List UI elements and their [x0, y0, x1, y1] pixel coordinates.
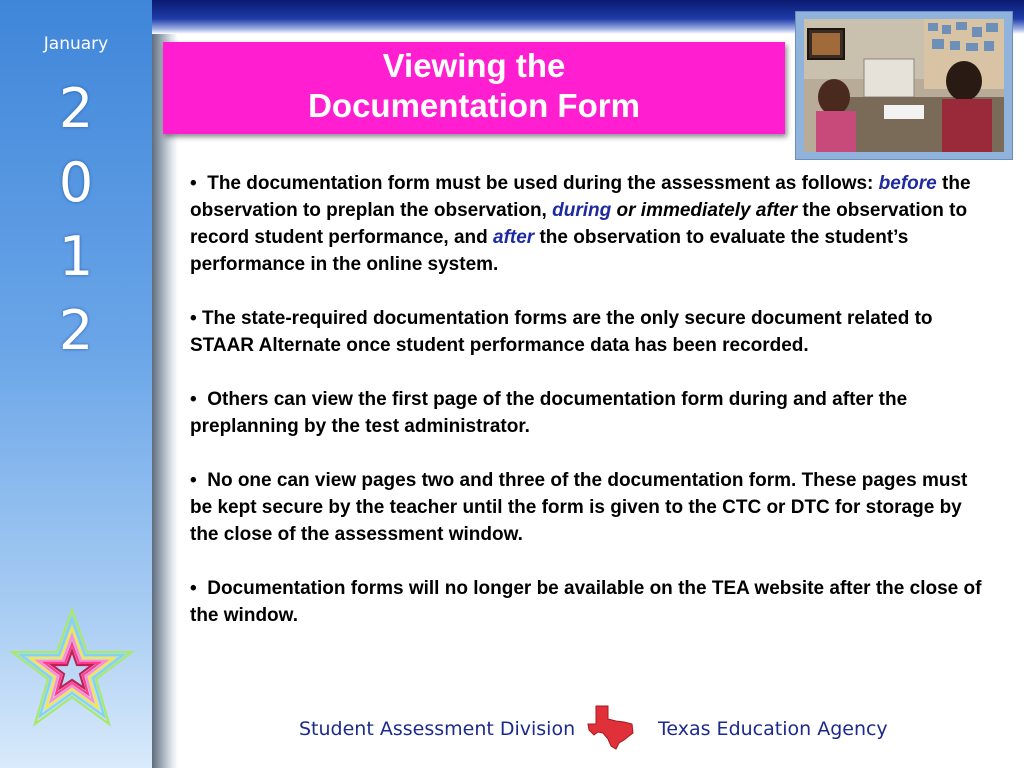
sidebar — [0, 0, 152, 768]
after-emphasis: after — [493, 227, 535, 248]
slide-body — [190, 170, 992, 656]
photo-frame — [795, 11, 1013, 160]
bullet-3: • Others can view the first page of the documentation form during and after the preplanning by the test administrator. — [190, 389, 908, 437]
star-decoration-icon — [8, 606, 136, 734]
title-banner — [163, 42, 785, 134]
footer-agency: Texas Education Agency — [658, 718, 888, 740]
bullet-2-text: The state-required documentation forms are the only secure document related to STAAR Alternate once student performance data has been recorded. — [190, 308, 933, 356]
bullet-1-mid1: the observation to preplan the observation, — [190, 173, 971, 221]
year-digit: 0 — [58, 151, 94, 214]
year-digit: 2 — [58, 299, 94, 362]
bullet-1-suffix: the observation to evaluate the student’s performance in the online system. — [190, 227, 909, 275]
month-label: January — [43, 34, 109, 54]
bullet-5: • Documentation forms will no longer be available on the TEA website after the close of the window. — [190, 578, 982, 626]
immediately-after-emphasis: immediately after — [640, 200, 798, 221]
bullet-1-prefix: The documentation form must be used during the assessment as follows: — [207, 173, 879, 194]
during-emphasis: during — [552, 200, 612, 221]
bullet-4: • No one can view pages two and three of the documentation form. These pages must be kept secure by the teacher until the form is given to the CTC or DTC for storage by the close of the assessment window. — [190, 470, 968, 545]
bullet-1: • The documentation form must be used during the assessment as follows: before the observation to preplan the observation, during or immediately after the observation to record student performance, and after the observation to evaluate the student’s performance in the online system. — [190, 173, 971, 275]
footer-division: Student Assessment Division — [299, 718, 576, 740]
bullet-1-mid2: the observation to record student performance, and — [190, 200, 968, 248]
slide-title — [163, 46, 785, 126]
bullet-5-text: Documentation forms will no longer be available on the TEA website after the close of the window. — [190, 578, 982, 626]
bullet-2: • The state-required documentation forms are the only secure document related to STAAR Alternate once student performance data has been recorded. — [190, 308, 933, 356]
before-emphasis: before — [878, 173, 937, 194]
year — [0, 72, 152, 368]
bullet-3-text: Others can view the first page of the documentation form during and after the preplanning by the test administrator. — [190, 389, 908, 437]
title-line-2: Documentation Form — [308, 87, 640, 124]
texas-map-icon — [586, 702, 636, 752]
year-digit: 2 — [58, 77, 94, 140]
title-line-1: Viewing the — [382, 47, 566, 84]
or-emphasis: or — [611, 200, 636, 221]
year-digit: 1 — [58, 225, 94, 288]
bullet-4-text: No one can view pages two and three of the documentation form. These pages must be kept secure by the teacher until the form is given to the CTC or DTC for storage by the close of the assessment window. — [190, 470, 968, 545]
office-photo — [804, 19, 1004, 152]
